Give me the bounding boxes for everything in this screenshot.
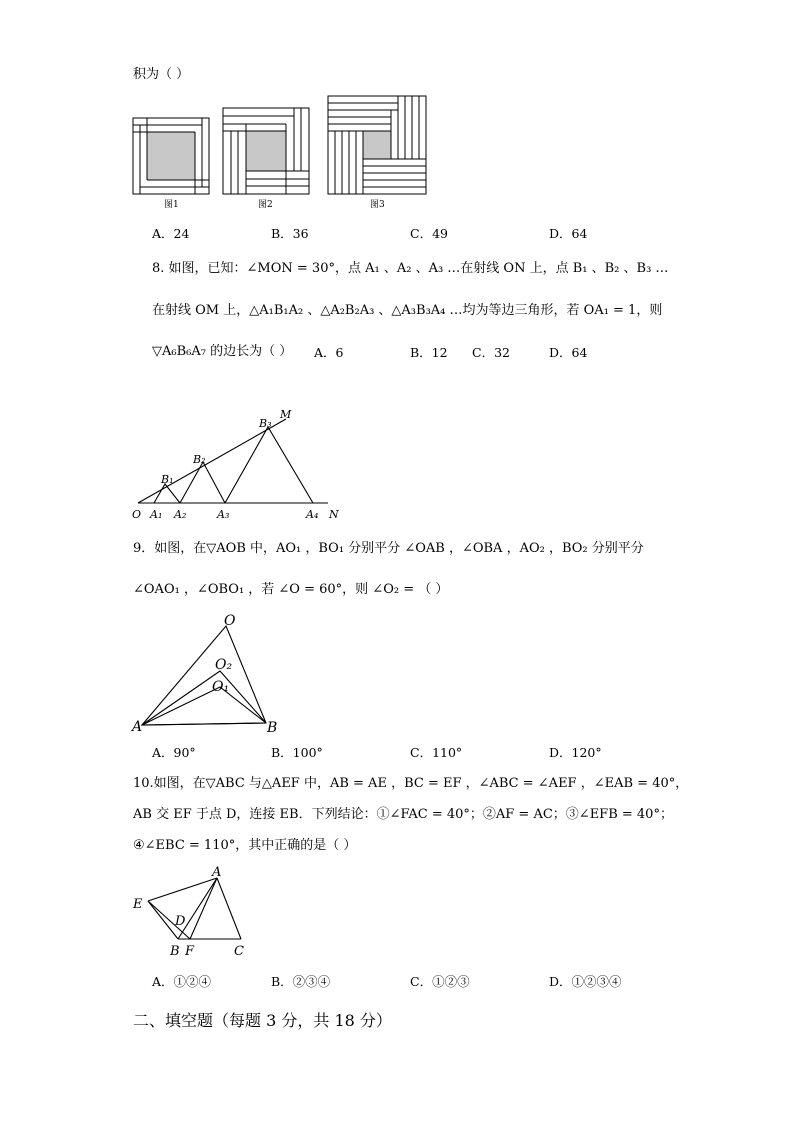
q10-option-d: D．①②③④ <box>549 974 622 989</box>
q10-option-a: A．①②④ <box>152 974 212 989</box>
q9-line-2: ∠OAO₁ ，∠OBO₁ ，若 ∠O = 60°，则 ∠O₂ = （ ） <box>133 582 449 597</box>
q7-figure-3 <box>328 96 426 194</box>
q8-option-a: A．6 <box>314 345 344 360</box>
q8-label-b1: B₁ <box>161 473 174 486</box>
q10-line-1: 10.如图，在▽ABC 与△AEF 中，AB = AE ，BC = EF ，∠ABC = ∠AEF ，∠EAB = 40°， <box>133 776 689 791</box>
q7-fig2-label: 图2 <box>258 200 273 210</box>
q7-fig1-label: 图1 <box>164 200 179 210</box>
q8-label-a2: A₂ <box>174 508 187 521</box>
q10-label-f: F <box>185 944 195 959</box>
q8-label-a1: A₁ <box>150 508 163 521</box>
q10-label-b: B <box>170 944 180 959</box>
q9-figure <box>128 608 288 738</box>
q9-label-a: A <box>132 719 143 735</box>
q8-label-a4: A₄ <box>306 508 319 521</box>
q8-label-b2: B₂ <box>193 453 206 466</box>
q8-label-m: M <box>280 408 292 421</box>
q7-figure-1 <box>133 118 209 194</box>
q7-option-d: D．64 <box>549 226 588 241</box>
q10-label-a: A <box>212 865 222 880</box>
q10-label-c: C <box>234 944 244 959</box>
q9-option-b: B．100° <box>271 745 323 760</box>
q10-option-b: B．②③④ <box>271 974 331 989</box>
q9-line-1: 9．如图，在▽AOB 中，AO₁ ，BO₁ 分别平分 ∠OAB ，∠OBA ，AO₂ ，BO₂ 分别平分 <box>133 541 644 556</box>
q10-option-c: C．①②③ <box>410 974 470 989</box>
q7-option-b: B．36 <box>271 226 309 241</box>
q9-label-o: O <box>224 613 236 629</box>
q10-line-3: ④∠EBC = 110°，其中正确的是（ ） <box>133 838 357 853</box>
q7-figures <box>130 94 435 214</box>
q7-fig3-label: 图3 <box>370 200 385 210</box>
q8-option-c: C．32 <box>472 345 510 360</box>
q8-line-3: ▽A₆B₆A₇ 的边长为（ ） <box>152 344 293 359</box>
q8-option-b: B．12 <box>410 345 448 360</box>
q8-option-d: D．64 <box>549 345 588 360</box>
q7-option-a: A．24 <box>152 226 190 241</box>
q8-label-n: N <box>329 508 339 521</box>
q9-label-b: B <box>267 720 278 736</box>
q9-option-a: A．90° <box>152 745 196 760</box>
q9-label-o1: O₁ <box>212 679 230 695</box>
section-title: 二、填空题（每题 3 分，共 18 分） <box>133 1011 392 1030</box>
q10-line-2: AB 交 EF 于点 D，连接 EB．下列结论：①∠FAC = 40°；②AF = AC；③∠EFB = 40°； <box>133 807 673 822</box>
q10-figure <box>128 862 258 962</box>
q10-label-e: E <box>133 897 143 912</box>
q7-option-c: C．49 <box>410 226 448 241</box>
q8-line-2: 在射线 OM 上，△A₁B₁A₂ 、△A₂B₂A₃ 、△A₃B₃A₄ …均为等边三角形，若 OA₁ = 1，则 <box>152 303 663 318</box>
q8-label-a3: A₃ <box>217 508 230 521</box>
q8-label-b3: B₃ <box>259 417 272 430</box>
q8-line-1: 8. 如图，已知：∠MON = 30°，点 A₁ 、A₂ 、A₃ …在射线 ON 上，点 B₁ 、B₂ 、B₃ … <box>152 261 669 276</box>
q10-label-d: D <box>175 914 186 929</box>
q7-stem-tail: 积为（ ） <box>133 67 190 82</box>
q9-option-d: D．120° <box>549 745 602 760</box>
q9-option-c: C．110° <box>410 745 463 760</box>
q7-figure-2 <box>223 108 309 194</box>
q8-figure <box>128 402 353 522</box>
q8-label-o: O <box>132 508 142 521</box>
q9-label-o2: O₂ <box>215 657 233 673</box>
